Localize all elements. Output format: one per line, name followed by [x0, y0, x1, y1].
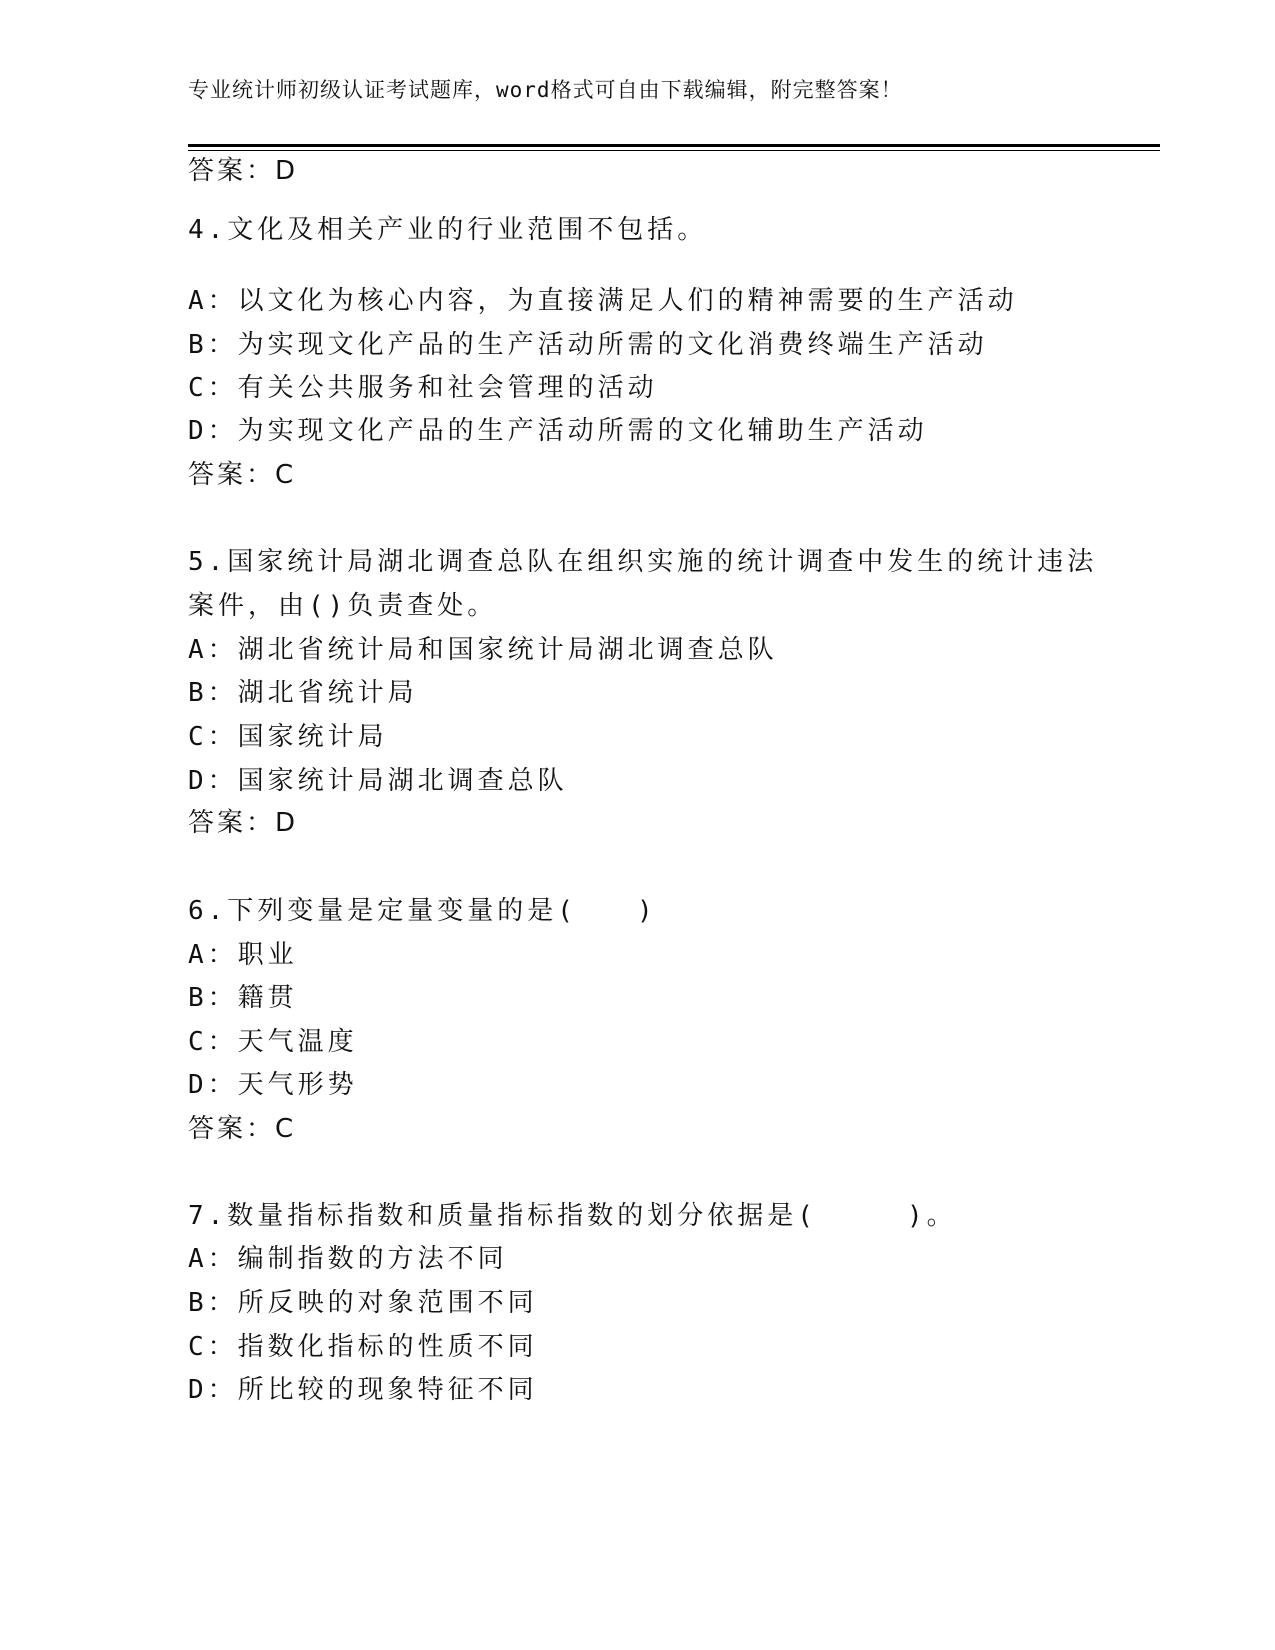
question-7: 7.数量指标指数和质量指标指数的划分依据是( )。	[188, 1201, 957, 1231]
option-6b: B：籍贯	[188, 983, 298, 1013]
option-5c: C：国家统计局	[188, 722, 388, 752]
option-7b: B：所反映的对象范围不同	[188, 1288, 538, 1318]
question-5-line2: 案件，由()负责查处。	[188, 591, 498, 621]
option-7d: D：所比较的现象特征不同	[188, 1375, 538, 1405]
option-4c: C：有关公共服务和社会管理的活动	[188, 373, 658, 403]
question-4: 4.文化及相关产业的行业范围不包括。	[188, 215, 708, 245]
option-7c: C：指数化指标的性质不同	[188, 1332, 538, 1362]
answer-q3: 答案：D	[188, 156, 299, 186]
option-6d: D：天气形势	[188, 1070, 358, 1100]
answer-q5: 答案：D	[188, 808, 299, 838]
option-4b: B：为实现文化产品的生产活动所需的文化消费终端生产活动	[188, 330, 988, 360]
option-6c: C：天气温度	[188, 1027, 358, 1057]
option-7a: A：编制指数的方法不同	[188, 1244, 508, 1274]
option-5b: B：湖北省统计局	[188, 678, 418, 708]
question-6: 6.下列变量是定量变量的是( )	[188, 896, 657, 926]
question-5-line1: 5.国家统计局湖北调查总队在组织实施的统计调查中发生的统计违法	[188, 547, 1098, 577]
header-rule-thick	[188, 144, 1160, 147]
answer-q4: 答案：C	[188, 460, 297, 490]
answer-q6: 答案：C	[188, 1114, 297, 1144]
option-5a: A：湖北省统计局和国家统计局湖北调查总队	[188, 635, 778, 665]
option-5d: D：国家统计局湖北调查总队	[188, 766, 568, 796]
header-text: 专业统计师初级认证考试题库，word格式可自由下载编辑，附完整答案！	[188, 78, 903, 102]
option-4a: A：以文化为核心内容，为直接满足人们的精神需要的生产活动	[188, 286, 1018, 316]
option-4d: D：为实现文化产品的生产活动所需的文化辅助生产活动	[188, 416, 928, 446]
header-rule-thin	[188, 150, 1160, 151]
option-6a: A：职业	[188, 940, 298, 970]
